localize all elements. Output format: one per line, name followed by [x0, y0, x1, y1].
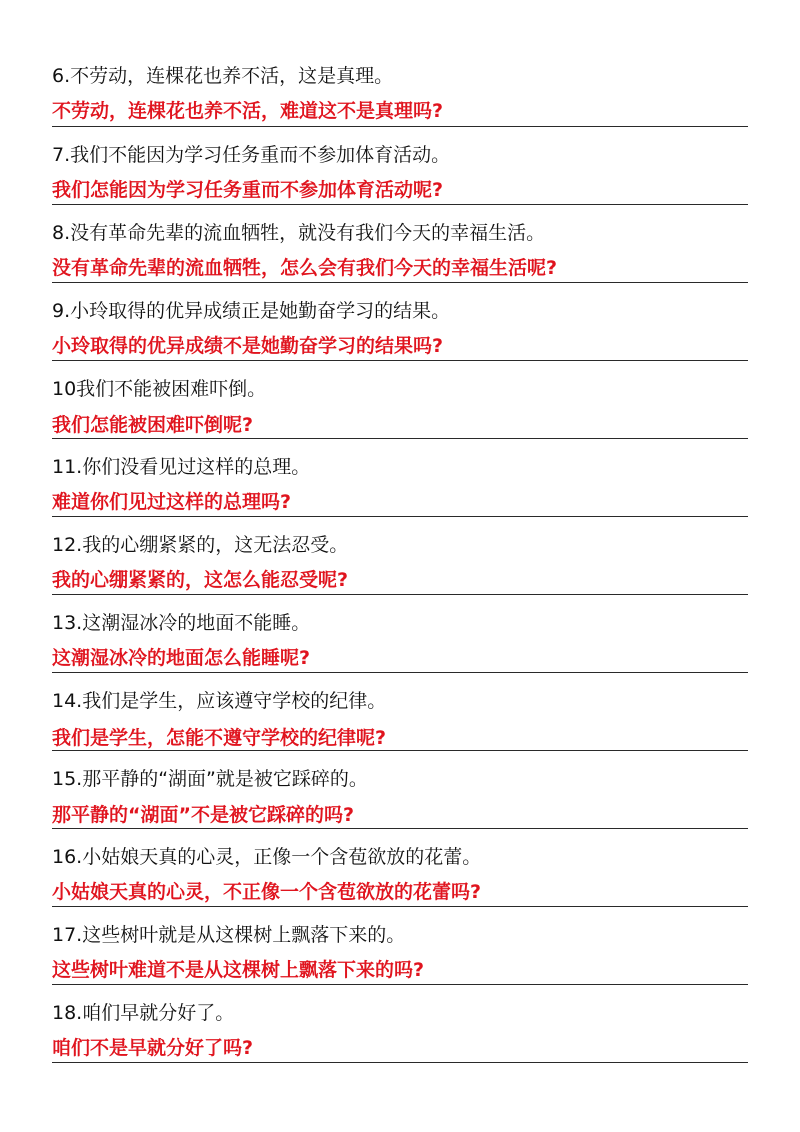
original-sentence: 16.小姑娘天真的心灵，正像一个含苞欲放的花蕾。 — [52, 846, 482, 868]
rewritten-sentence: 这些树叶难道不是从这棵树上飘落下来的吗? — [52, 959, 425, 981]
answer-underline — [52, 750, 748, 751]
original-sentence: 9.小玲取得的优异成绩正是她勤奋学习的结果。 — [52, 300, 451, 322]
original-sentence: 12.我的心绷紧紧的，这无法忍受。 — [52, 534, 349, 556]
original-sentence: 11.你们没看见过这样的总理。 — [52, 456, 311, 478]
rewritten-sentence: 不劳动，连棵花也养不活，难道这不是真理吗? — [52, 100, 444, 122]
rewritten-sentence: 我们是学生，怎能不遵守学校的纪律呢? — [52, 727, 387, 749]
answer-underline — [52, 438, 748, 439]
rewritten-sentence: 难道你们见过这样的总理吗? — [52, 491, 292, 513]
answer-underline — [52, 282, 748, 283]
answer-underline — [52, 672, 748, 673]
answer-underline — [52, 1062, 748, 1063]
original-sentence: 13.这潮湿冰冷的地面不能睡。 — [52, 612, 311, 634]
answer-underline — [52, 204, 748, 205]
rewritten-sentence: 小姑娘天真的心灵，不正像一个含苞欲放的花蕾吗? — [52, 881, 482, 903]
rewritten-sentence: 我的心绷紧紧的，这怎么能忍受呢? — [52, 569, 349, 591]
original-sentence: 10我们不能被困难吓倒。 — [52, 378, 267, 400]
rewritten-sentence: 没有革命先辈的流血牺牲，怎么会有我们今天的幸福生活呢? — [52, 257, 558, 279]
rewritten-sentence: 咱们不是早就分好了吗? — [52, 1037, 254, 1059]
rewritten-sentence: 那平静的“湖面”不是被它踩碎的吗? — [52, 804, 354, 826]
original-sentence: 6.不劳动，连棵花也养不活，这是真理。 — [52, 65, 394, 87]
answer-underline — [52, 906, 748, 907]
rewritten-sentence: 我们怎能因为学习任务重而不参加体育活动呢? — [52, 179, 444, 201]
rewritten-sentence: 这潮湿冰冷的地面怎么能睡呢? — [52, 647, 311, 669]
original-sentence: 17.这些树叶就是从这棵树上飘落下来的。 — [52, 924, 406, 946]
original-sentence: 8.没有革命先辈的流血牺牲，就没有我们今天的幸福生活。 — [52, 222, 546, 244]
answer-underline — [52, 126, 748, 127]
answer-underline — [52, 828, 748, 829]
original-sentence: 18.咱们早就分好了。 — [52, 1002, 235, 1024]
answer-underline — [52, 360, 748, 361]
rewritten-sentence: 小玲取得的优异成绩不是她勤奋学习的结果吗? — [52, 335, 444, 357]
original-sentence: 7.我们不能因为学习任务重而不参加体育活动。 — [52, 144, 451, 166]
answer-underline — [52, 594, 748, 595]
answer-underline — [52, 984, 748, 985]
rewritten-sentence: 我们怎能被困难吓倒呢? — [52, 414, 254, 436]
answer-underline — [52, 516, 748, 517]
original-sentence: 15.那平静的“湖面”就是被它踩碎的。 — [52, 768, 368, 790]
original-sentence: 14.我们是学生，应该遵守学校的纪律。 — [52, 690, 387, 712]
